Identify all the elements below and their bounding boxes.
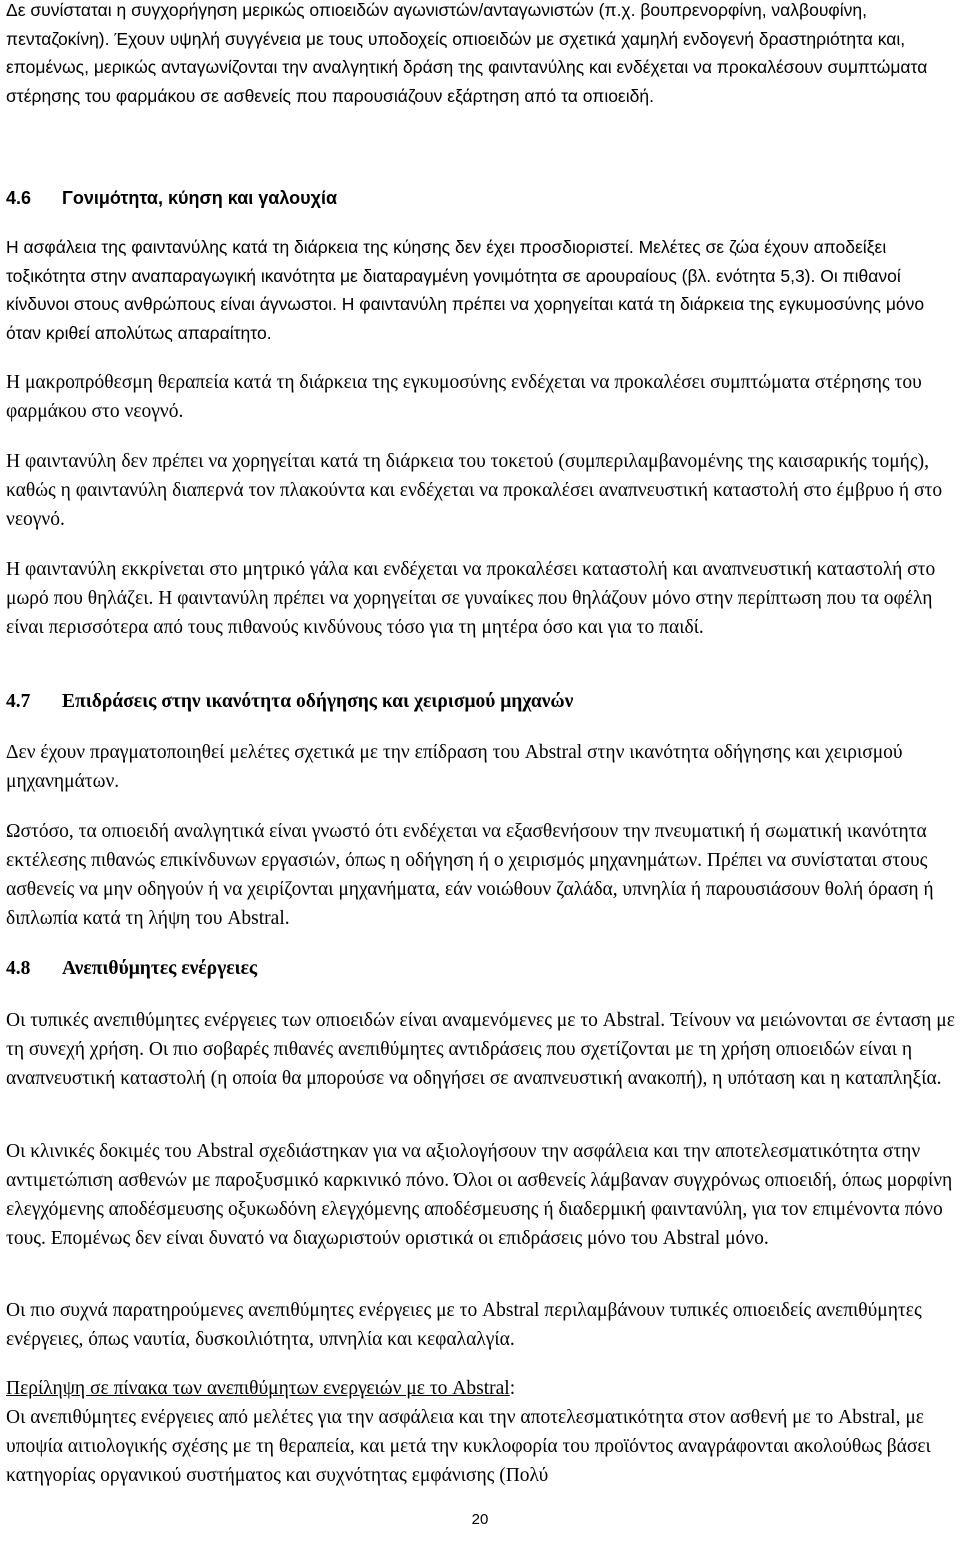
section-number: 4.6: [6, 188, 32, 208]
adverse-reactions-summary: [6, 1374, 956, 1490]
summary-heading-colon: :: [509, 1378, 516, 1399]
section-number: 4.8: [6, 958, 31, 979]
section-title: Επιδράσεις στην ικανότητα οδήγησης και χειρισμού μηχανών: [62, 691, 574, 712]
section-4-6-paragraph-2: Η μακροπρόθεσμη θεραπεία κατά τη διάρκεια της εγκυμοσύνης ενδέχεται να προκαλέσει συμπτώματα στέρησης του φαρμάκου στο νεογνό.: [6, 372, 922, 422]
section-4-7-paragraph-1: Δεν έχουν πραγματοποιηθεί μελέτες σχετικά με την επίδραση του Abstral στην ικανότητα οδήγησης και χειρισμού μηχανημάτων.: [6, 742, 903, 792]
section-title: Ανεπιθύμητες ενέργειες: [62, 958, 258, 979]
section-4-8-paragraph-2: Οι κλινικές δοκιμές του Abstral σχεδιάστηκαν για να αξιολογήσουν την ασφάλεια και την αποτελεσματικότητα στην αντιμετώπιση ασθενών με παροξυσμικό καρκινικό πόνο. Όλοι οι ασθενείς λάμβαναν συγχρόνως οπιοειδή, όπως μορφίνη ελεγχόμενης αποδέσμευσης οξυκωδόνη ελεγχόμενης αποδέσμευσης ή διαδερμική φαιντανύλη, για τον επιμένοντα πόνο τους. Επομένως δεν είναι δυνατό να διαχωριστούν οριστικά οι επιδράσεις μόνο του Abstral μόνο.: [6, 1141, 953, 1249]
section-4-7-heading: [6, 687, 573, 716]
section-4-6-paragraph-4: Η φαιντανύλη εκκρίνεται στο μητρικό γάλα και ενδέχεται να προκαλέσει καταστολή και αναπνευστική καταστολή στο μωρό που θηλάζει. Η φαιντανύλη πρέπει να χορηγείται σε γυναίκες που θηλάζουν μόνο στην περίπτωση που τα οφέλη είναι περισσότερα από τους πιθανούς κινδύνους τόσο για τη μητέρα όσο και για το παιδί.: [6, 559, 936, 638]
section-4-8-paragraph-1: Οι τυπικές ανεπιθύμητες ενέργειες των οπιοειδών είναι αναμενόμενες με το Abstral. Τείνουν να μειώνονται σε ένταση με τη συνεχή χρήση. Οι πιο σοβαρές πιθανές ανεπιθύμητες αντιδράσεις που σχετίζονται με τη χρήση οπιοειδών είναι η αναπνευστική καταστολή (η οποία θα μπορούσε να οδηγήσει σε αναπνευστική ανακοπή), η υπόταση και η καταπληξία.: [6, 1010, 955, 1089]
intro-paragraph: Δε συνίσταται η συγχορήγηση μερικώς οπιοειδών αγωνιστών/ανταγωνιστών (π.χ. βουπρενορφίνη, ναλβουφίνη, πενταζοκίνη). Έχουν υψηλή συγγένεια με τους υποδοχείς οπιοειδών με σχετικά χαμηλή ενδογενή δραστηριότητα και, επομένως, μερικώς ανταγωνίζονται την αναλγητική δράση της φαιντανύλης και ενδέχεται να προκαλέσουν συμπτώματα στέρησης του φαρμάκου σε ασθενείς που παρουσιάζουν εξάρτηση από τα οπιοειδή.: [6, 0, 928, 106]
summary-table-heading: Περίληψη σε πίνακα των ανεπιθύμητων ενεργειών με το Abstral: [6, 1378, 510, 1399]
page-number: 20: [471, 1511, 489, 1528]
section-4-6-paragraph-3: Η φαιντανύλη δεν πρέπει να χορηγείται κατά τη διάρκεια του τοκετού (συμπεριλαμβανομένης της καισαρικής τομής), καθώς η φαιντανύλη διαπερνά τον πλακούντα και ενδέχεται να προκαλέσει αναπνευστική καταστολή στο έμβρυο ή στο νεογνό.: [6, 451, 943, 530]
section-title: Γονιμότητα, κύηση και γαλουχία: [62, 188, 338, 208]
section-4-8-paragraph-4: Οι ανεπιθύμητες ενέργειες από μελέτες για την ασφάλεια και την αποτελεσματικότητα στον ασθενή με το Abstral, με υποψία αιτιολογικής σχέσης με τη θεραπεία, και μετά την κυκλοφορία του προϊόντος αναγράφονται ακολούθως βάσει κατηγορίας οργανικού συστήματος και συχνότητας εμφάνισης (Πολύ: [6, 1407, 931, 1486]
section-4-6-heading: [6, 184, 337, 213]
section-4-7-paragraph-2: Ωστόσο, τα οπιοειδή αναλγητικά είναι γνωστό ότι ενδέχεται να εξασθενήσουν την πνευματική ή σωματική ικανότητα εκτέλεσης πιθανώς επικίνδυνων εργασιών, όπως η οδήγηση ή ο χειρισμός μηχανημάτων. Πρέπει να συνίσταται στους ασθενείς να μην οδηγούν ή να χειρίζονται μηχανήματα, εάν νοιώθουν ζαλάδα, υπνηλία ή παρουσιάσουν θολή όραση ή διπλωπία κατά τη λήψη του Abstral.: [6, 821, 934, 929]
section-4-8-heading: [6, 954, 257, 983]
section-4-8-paragraph-3: Οι πιο συχνά παρατηρούμενες ανεπιθύμητες ενέργειες με το Abstral περιλαμβάνουν τυπικές οπιοειδείς ανεπιθύμητες ενέργειες, όπως ναυτία, δυσκοιλιότητα, υπνηλία και κεφαλαλγία.: [6, 1300, 922, 1350]
section-number: 4.7: [6, 691, 31, 712]
section-4-6-paragraph-1: Η ασφάλεια της φαιντανύλης κατά τη διάρκεια της κύησης δεν έχει προσδιοριστεί. Μελέτες σε ζώα έχουν αποδείξει τοξικότητα στην αναπαραγωγική ικανότητα με διαταραγμένη γονιμότητα σε αρουραίους (βλ. ενότητα 5,3). Οι πιθανοί κίνδυνοι στους ανθρώπους είναι άγνωστοι. Η φαιντανύλη πρέπει να χορηγείται κατά τη διάρκεια της εγκυμοσύνης μόνο όταν κριθεί απολύτως απαραίτητο.: [6, 237, 925, 343]
